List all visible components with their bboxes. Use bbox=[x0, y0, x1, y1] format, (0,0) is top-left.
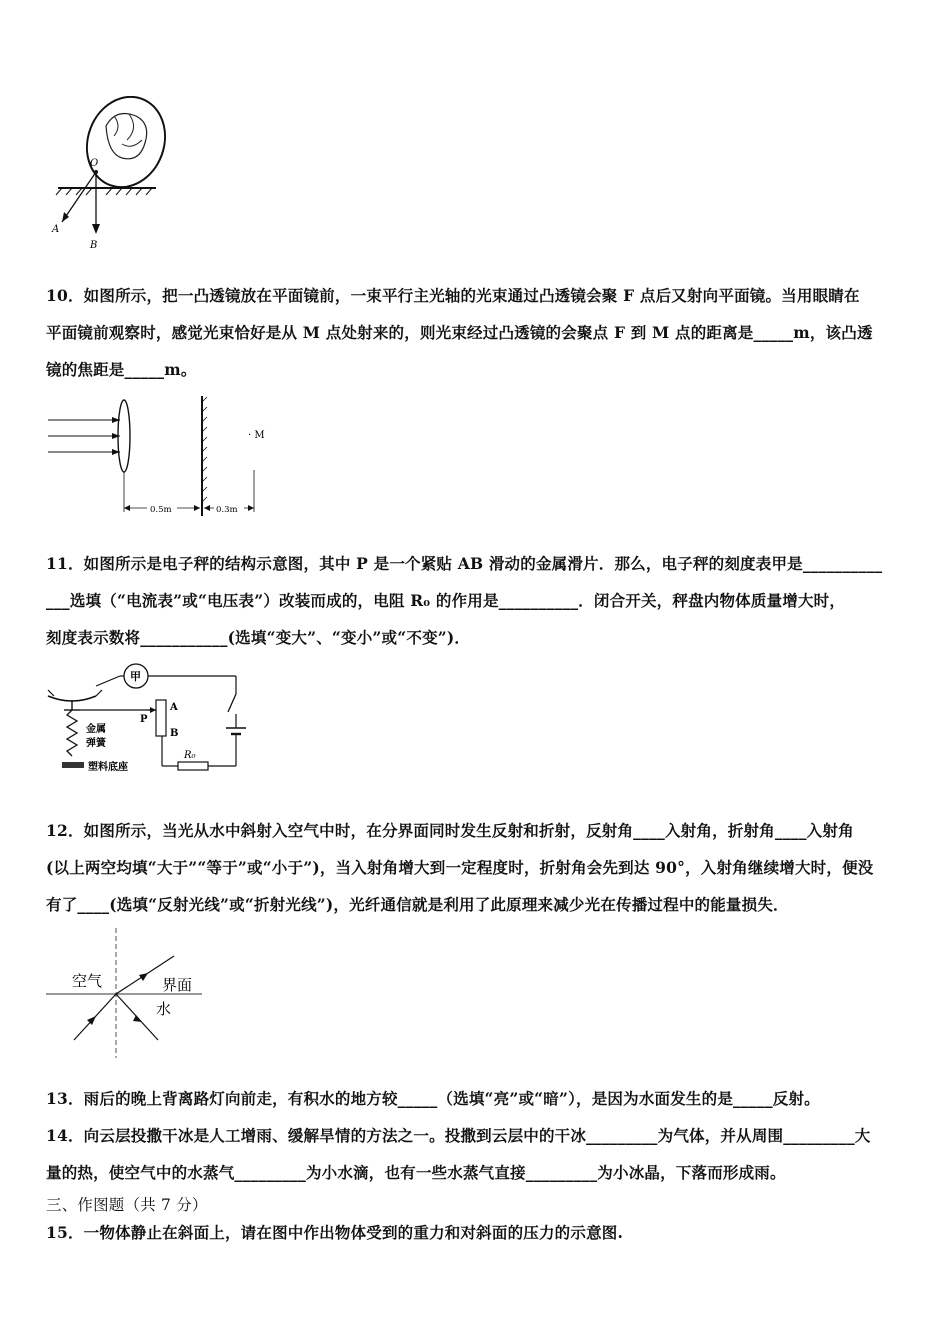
q11-line-1: 11．如图所示是电子秤的结构示意图，其中 P 是一个紧贴 AB 滑动的金属滑片．那么，电子秤的刻度表甲是__________ bbox=[46, 554, 883, 573]
parallel-rays bbox=[48, 420, 120, 452]
section-3-title: 三、作图题（共 7 分） bbox=[46, 1196, 208, 1214]
spring-label-2: 弹簧 bbox=[86, 738, 106, 749]
force-b-arrowhead bbox=[92, 224, 100, 234]
label-a: A bbox=[170, 702, 178, 713]
q10-line-3: 镜的焦距是_____m。 bbox=[46, 360, 197, 379]
metal-spring bbox=[67, 710, 77, 756]
point-m-label: · M bbox=[248, 430, 265, 441]
label-o: O bbox=[90, 158, 99, 169]
q14-line-2: 量的热，使空气中的水蒸气_________为小水滴，也有一些水蒸气直接_________为小冰晶，下落而形成雨。 bbox=[46, 1163, 786, 1182]
q15-line-1: 15．一物体静止在斜面上，请在图中作出物体受到的重力和对斜面的压力的示意图. bbox=[46, 1223, 624, 1242]
q11-line-3: 刻度表示数将___________(选填“变大”、“变小”或“不变”)． bbox=[46, 628, 471, 647]
label-b: B bbox=[90, 240, 98, 251]
q13-line-1: 13．雨后的晚上背离路灯向前走，有积水的地方较_____（选填“亮”或“暗”），是因为水面发生的是_____反射。 bbox=[46, 1089, 820, 1108]
label-b: B bbox=[170, 728, 179, 739]
ground-hatch bbox=[56, 188, 152, 195]
egg-object bbox=[75, 96, 178, 198]
meter-label: 甲 bbox=[130, 670, 141, 683]
q10-figure bbox=[44, 394, 284, 524]
q14-line-1: 14．向云层投撒干冰是人工增雨、缓解旱情的方法之一。投撒到云层中的干冰_________为气体，并从周围_________大 bbox=[46, 1126, 871, 1145]
q10-line-1: 10．如图所示，把一凸透镜放在平面镜前，一束平行主光轴的光束通过凸透镜会聚 F 点后又射向平面镜。当用眼睛在 bbox=[46, 286, 860, 305]
water-label: 水 bbox=[156, 1000, 172, 1018]
q12-line-1: 12．如图所示，当光从水中斜射入空气中时，在分界面同时发生反射和折射，反射角____入射角，折射角____入射角 bbox=[46, 821, 854, 840]
air-label: 空气 bbox=[72, 972, 103, 990]
q12-line-2: (以上两空均填“大于”“等于”或“小于”)，当入射角增大到一定程度时，折射角会先到达 90°，入射角继续增大时，便没 bbox=[46, 858, 874, 877]
distance-label-2: 0.3m bbox=[216, 505, 238, 515]
q12-line-3: 有了____(选填“反射光线”或“折射光线”)，光纤通信就是利用了此原理来减少光在传播过程中的能量损失． bbox=[46, 895, 789, 914]
r0-label: R₀ bbox=[184, 750, 196, 761]
q11-line-2: ___选填（“电流表”或“电压表”）改装而成的，电阻 R₀ 的作用是__________．闭合开关，秤盘内物体质量增大时， bbox=[46, 591, 846, 610]
question-11 bbox=[46, 545, 906, 656]
label-a: A bbox=[52, 224, 60, 235]
switch bbox=[228, 694, 236, 712]
q10-line-2: 平面镜前观察时，感觉光束恰好是从 M 点处射来的，则光束经过凸透镜的会聚点 F 到 M 点的距离是_____m，该凸透 bbox=[46, 323, 873, 342]
question-12 bbox=[46, 812, 906, 923]
question-10 bbox=[46, 277, 906, 388]
force-a-arrow bbox=[62, 172, 96, 222]
q11-circuit-figure bbox=[44, 662, 254, 782]
wire-top-left bbox=[96, 676, 120, 686]
resistor-r0 bbox=[178, 762, 208, 770]
questions-13-14 bbox=[46, 1080, 906, 1191]
interface-label: 界面 bbox=[162, 976, 193, 994]
egg-inner-sketch-2 bbox=[114, 114, 142, 146]
egg-inner-sketch bbox=[106, 114, 147, 159]
plastic-base bbox=[62, 762, 84, 768]
q12-refraction-figure bbox=[44, 926, 214, 1060]
section-3 bbox=[46, 1191, 906, 1247]
q9-figure bbox=[44, 96, 184, 256]
distance-label-1: 0.5m bbox=[150, 505, 172, 515]
spring-label-1: 金属 bbox=[86, 724, 106, 735]
rheostat-ab bbox=[156, 700, 166, 736]
label-p: P bbox=[140, 714, 148, 725]
base-label: 塑料底座 bbox=[88, 762, 128, 773]
